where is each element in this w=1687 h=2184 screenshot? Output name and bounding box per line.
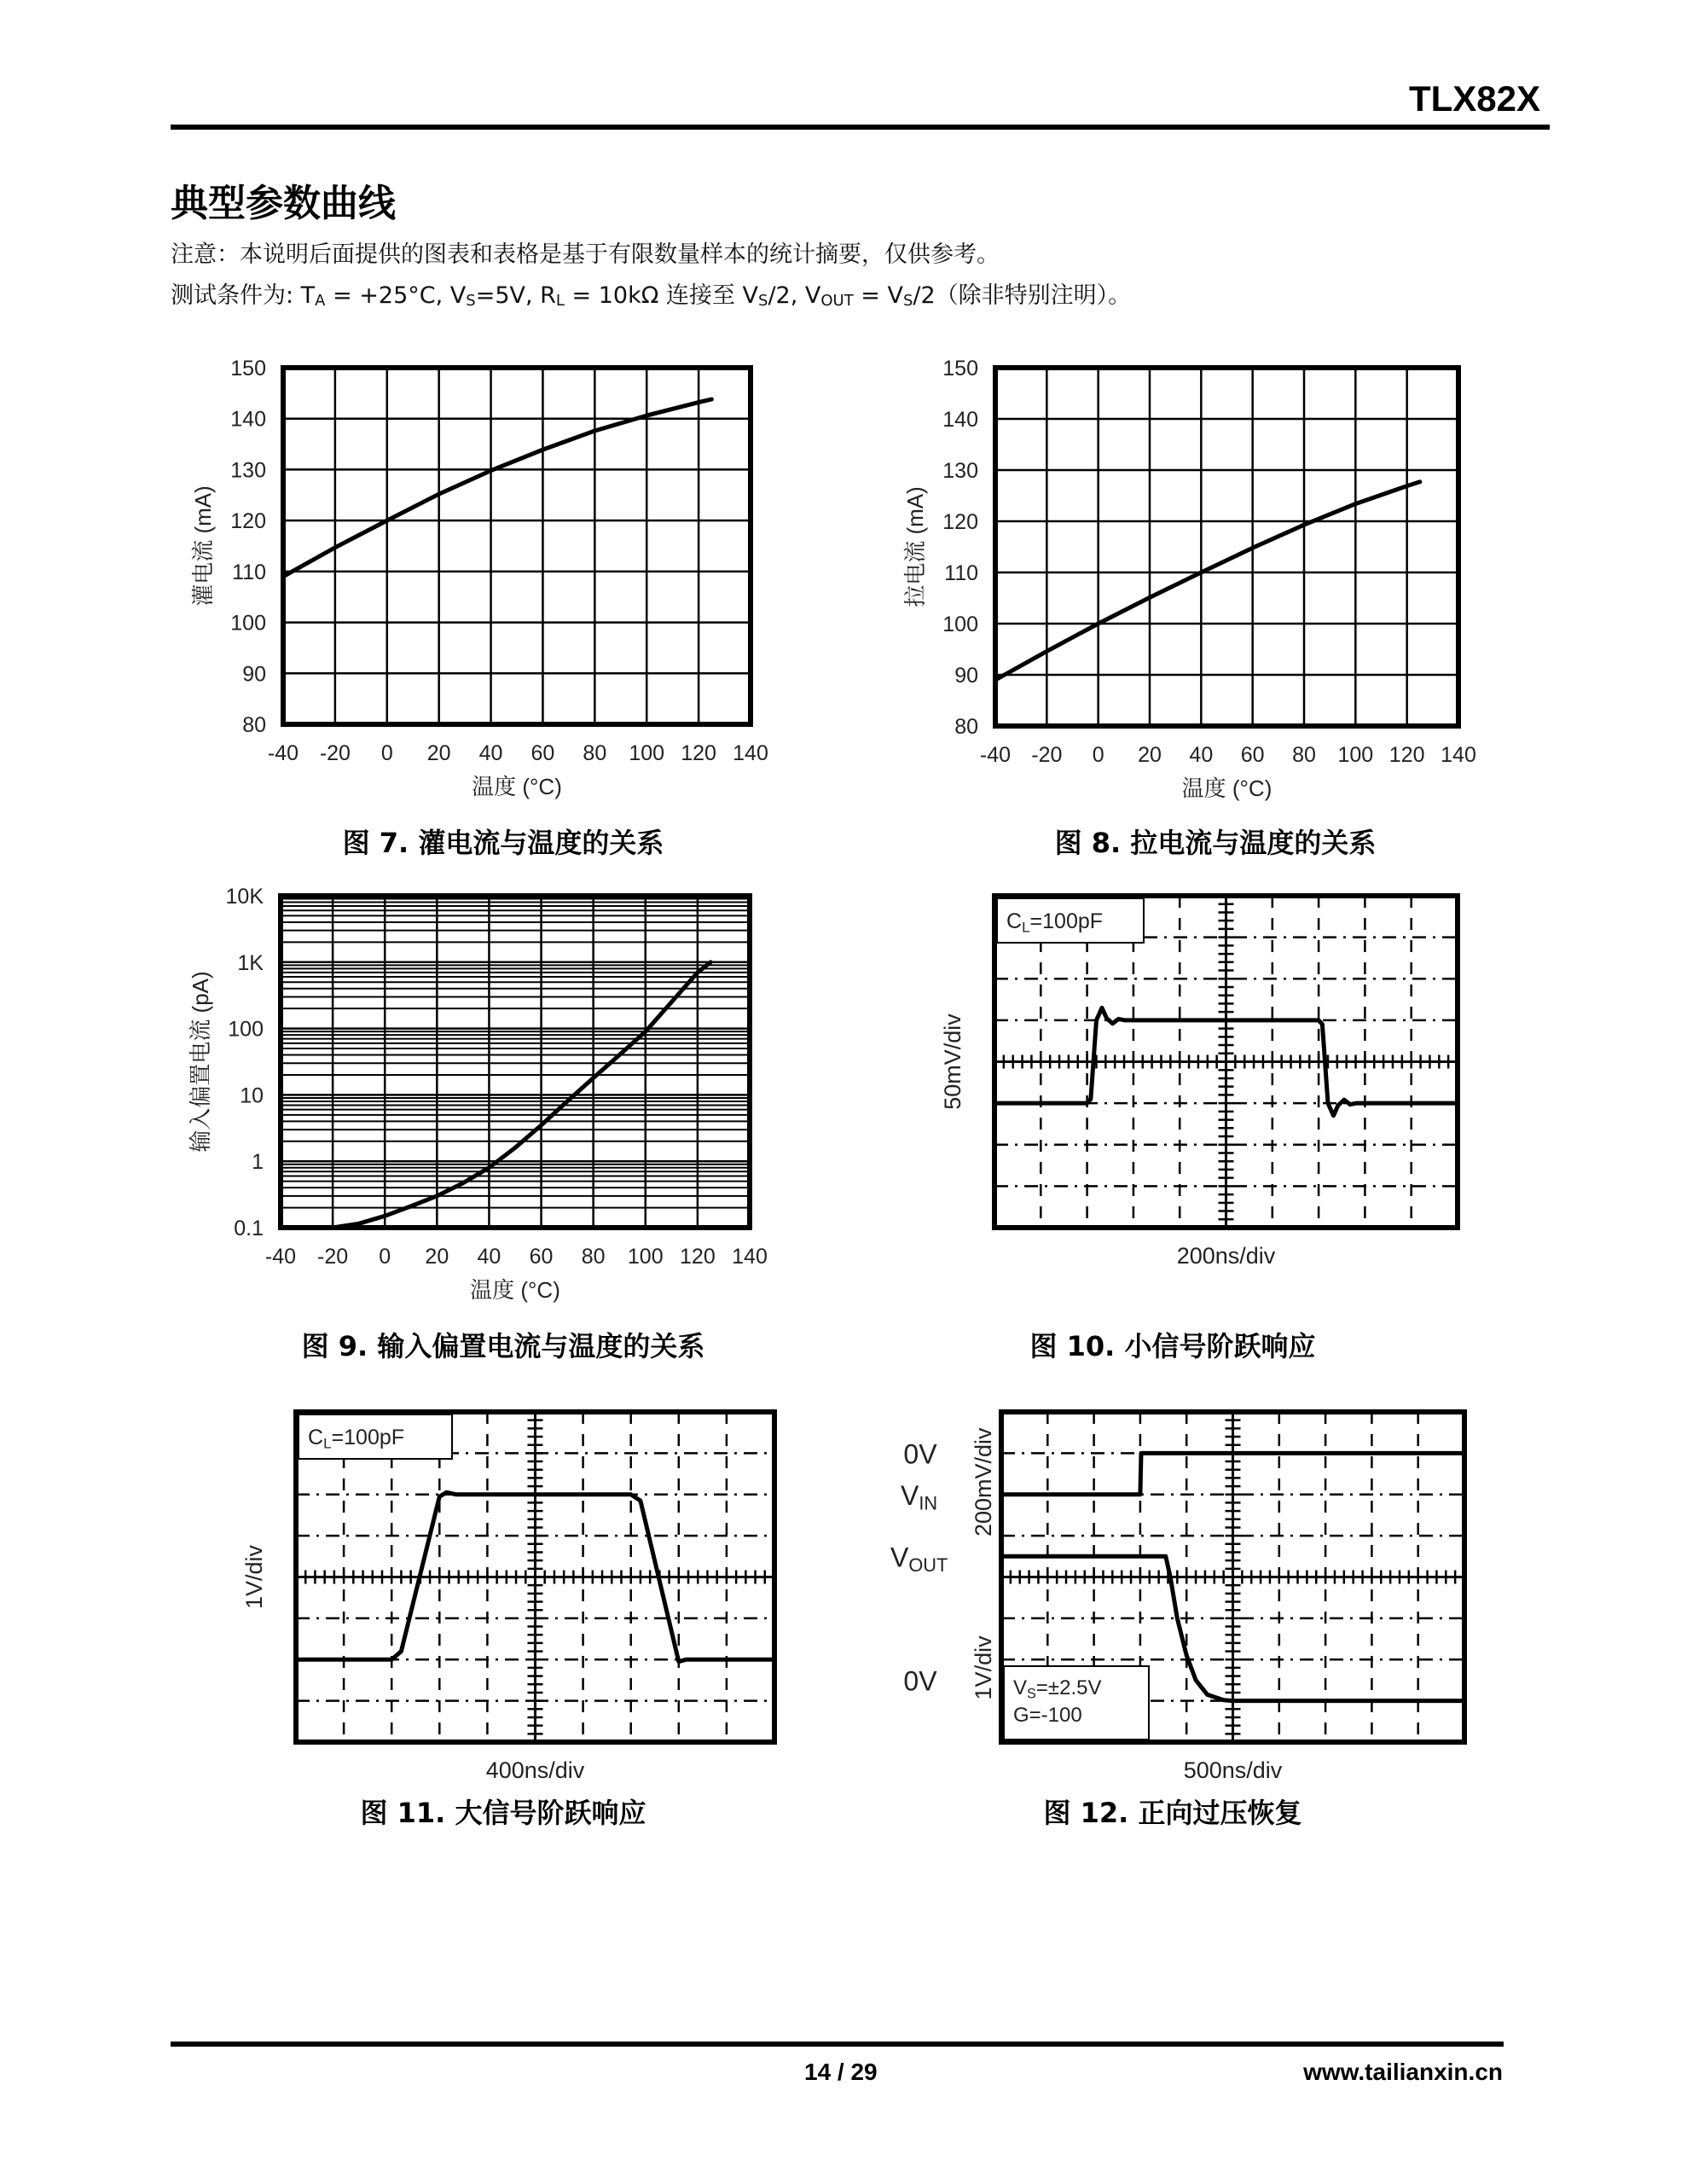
fig9-x-tick-label: 60 [529,1245,554,1269]
fig8-x-tick-label: 0 [1092,743,1104,767]
fig8-x-tick-label: 140 [1441,743,1476,767]
fig12-annotation-supply-rest: =±2.5V [1035,1676,1102,1699]
fig8-y-tick-label: 140 [942,408,978,432]
fig7-y-tick-label: 90 [242,662,266,687]
fig9-x-tick-label: 20 [425,1245,449,1269]
fig8-y-tick-label: 100 [942,613,978,636]
fig12-vout-label-main: V [890,1542,909,1573]
fig7-plot-frame [283,368,751,724]
cond-rl-sub: L [555,292,565,310]
cond-vs: =5V, R [475,282,556,309]
cond-vs2: /2, V [768,282,821,309]
fig8-chart [902,357,1476,801]
fig10-x-axis-title: 200ns/div [1176,1243,1276,1269]
fig12-vin-label [901,1480,937,1514]
fig7-chart [190,357,768,799]
fig9-x-tick-label: 120 [680,1245,716,1269]
fig7-y-tick-label: 140 [230,407,266,432]
fig12-chart [890,1412,1464,1783]
fig7-y-axis-title: 灌电流 (mA) [190,485,216,607]
cond-ta: = +25°C, V [325,282,467,309]
fig8-y-tick-label: 80 [954,715,978,739]
fig8-y-axis-title: 拉电流 (mA) [902,486,928,607]
fig9-y-tick-label: 10K [225,885,264,909]
cond-suffix: /2（除非特别注明）。 [913,282,1132,309]
fig8-y-tick-label: 150 [942,357,978,380]
fig10-annotation-label-main: C [1006,909,1023,933]
fig8-x-tick-label: -20 [1031,743,1063,767]
fig10-annotation-label-rest: =100pF [1029,909,1104,933]
fig9-x-tick-label: 140 [732,1245,768,1269]
fig7-x-tick-label: 140 [733,741,768,765]
fig12-vin-label-sub: IN [919,1492,938,1514]
fig11-chart [241,1412,774,1783]
fig10-annotation-label [1006,909,1103,936]
fig9-x-tick-label: 100 [627,1245,664,1269]
cond-ta-sub: A [315,292,326,310]
fig12-annotation-supply [1013,1676,1101,1701]
fig12-caption: 图 12. 正向过压恢复 [1043,1797,1302,1829]
cond-vout-sub: OUT [820,292,854,310]
fig7-x-tick-label: 80 [583,741,607,765]
fig11-annotation-label [308,1426,404,1452]
fig12-x-axis-title: 500ns/div [1183,1757,1283,1783]
fig8-x-tick-label: 120 [1388,743,1425,767]
fig7-caption: 图 7. 灌电流与温度的关系 [342,827,664,859]
fig9-x-axis-title: 温度 (°C) [470,1277,560,1303]
fig7-y-tick-label: 100 [230,611,266,636]
fig12-vout-label-sub: OUT [908,1554,948,1577]
fig7-y-tick-label: 150 [230,357,266,380]
fig7-x-tick-label: 0 [380,741,393,765]
fig8-x-tick-label: 100 [1337,743,1374,767]
fig9-x-tick-label: -40 [264,1245,297,1269]
fig7-y-tick-label: 130 [230,458,266,483]
fig9-x-tick-label: 0 [379,1245,391,1269]
fig9-y-tick-label: 1 [252,1150,264,1175]
fig10-annotation-label-sub: L [1022,919,1030,936]
fig7-x-tick-label: 100 [629,741,665,765]
cond-vs2-sub: S [758,292,768,310]
fig8-y-tick-label: 110 [944,561,978,585]
fig12-vout-zero-label: 0V [903,1665,937,1697]
fig10-caption: 图 10. 小信号阶跃响应 [1029,1330,1316,1362]
cond-vout: = V [853,282,903,309]
fig9-y-tick-label: 10 [240,1083,264,1108]
fig12-vout-label [890,1542,948,1576]
fig7-x-tick-label: 20 [426,741,451,765]
fig9-x-tick-label: -20 [317,1245,349,1269]
fig11-caption: 图 11. 大信号阶跃响应 [360,1797,646,1829]
fig12-y-axis-title-top: 200mV/div [971,1427,996,1537]
fig7-y-tick-label: 80 [242,713,266,737]
cond-vs-sub: S [466,292,476,310]
fig9-x-tick-label: 40 [477,1245,501,1269]
fig12-annotation-supply-main: V [1013,1676,1028,1699]
fig9-x-tick-label: 80 [581,1245,606,1269]
fig11-y-axis-title: 1V/div [241,1544,267,1610]
fig8-x-tick-label: 60 [1240,743,1265,767]
fig12-annotation-supply-sub: S [1027,1686,1036,1702]
fig8-x-axis-title: 温度 (°C) [1181,775,1272,801]
fig10-chart [940,896,1458,1269]
note-text: 注意：本说明后面提供的图表和表格是基于有限数量样本的统计摘要，仅供参考。 [171,241,1000,268]
fig9-caption: 图 9. 输入偏置电流与温度的关系 [301,1330,705,1362]
fig11-x-axis-title: 400ns/div [485,1757,585,1783]
fig11-annotation-label-rest: =100pF [331,1426,405,1449]
fig8-y-tick-label: 120 [942,510,978,534]
fig8-x-tick-label: -40 [979,743,1012,767]
fig9-y-axis-title: 输入偏置电流 (pA) [188,971,213,1153]
fig7-y-tick-label: 110 [232,560,266,584]
fig7-x-tick-label: 40 [478,741,503,765]
fig9-y-tick-label: 0.1 [234,1217,264,1240]
cond-prefix: 测试条件为: T [171,282,316,309]
product-name: TLX82X [1408,78,1540,119]
fig11-annotation-label-main: C [308,1426,324,1449]
fig8-plot-frame [995,368,1458,726]
website-link[interactable]: www.tailianxin.cn [1303,2059,1503,2085]
fig8-caption: 图 8. 拉电流与温度的关系 [1054,827,1377,859]
section-title: 典型参数曲线 [171,182,396,225]
fig7-x-tick-label: 60 [530,741,555,765]
fig9-chart [188,885,768,1303]
cond-rl: = 10kΩ 连接至 V [564,282,758,309]
fig12-y-axis-title-bottom: 1V/div [971,1635,996,1700]
fig11-annotation-label-sub: L [323,1435,332,1452]
fig12-annotation-gain: G=-100 [1013,1704,1082,1727]
footer-rule [171,2042,1504,2047]
fig7-x-tick-label: -40 [267,741,299,765]
fig9-y-tick-label: 100 [228,1017,264,1042]
fig7-x-axis-title: 温度 (°C) [472,774,562,799]
fig8-y-tick-label: 130 [942,459,978,483]
fig7-y-tick-label: 120 [230,509,266,534]
fig10-y-axis-title: 50mV/div [940,1014,965,1110]
fig12-vin-zero-label: 0V [903,1438,937,1470]
fig8-x-tick-label: 20 [1138,743,1162,767]
fig12-vin-label-main: V [901,1479,919,1511]
fig9-y-tick-label: 1K [237,950,264,975]
fig9-plot-frame [281,896,750,1228]
cond-vs3-sub: S [902,292,913,310]
fig8-x-tick-label: 40 [1189,743,1214,767]
fig8-y-tick-label: 90 [954,664,978,688]
fig7-x-tick-label: -20 [319,741,351,765]
fig7-x-tick-label: 120 [681,741,716,765]
page-number: 14 / 29 [804,2059,878,2085]
fig8-x-tick-label: 80 [1292,743,1316,767]
